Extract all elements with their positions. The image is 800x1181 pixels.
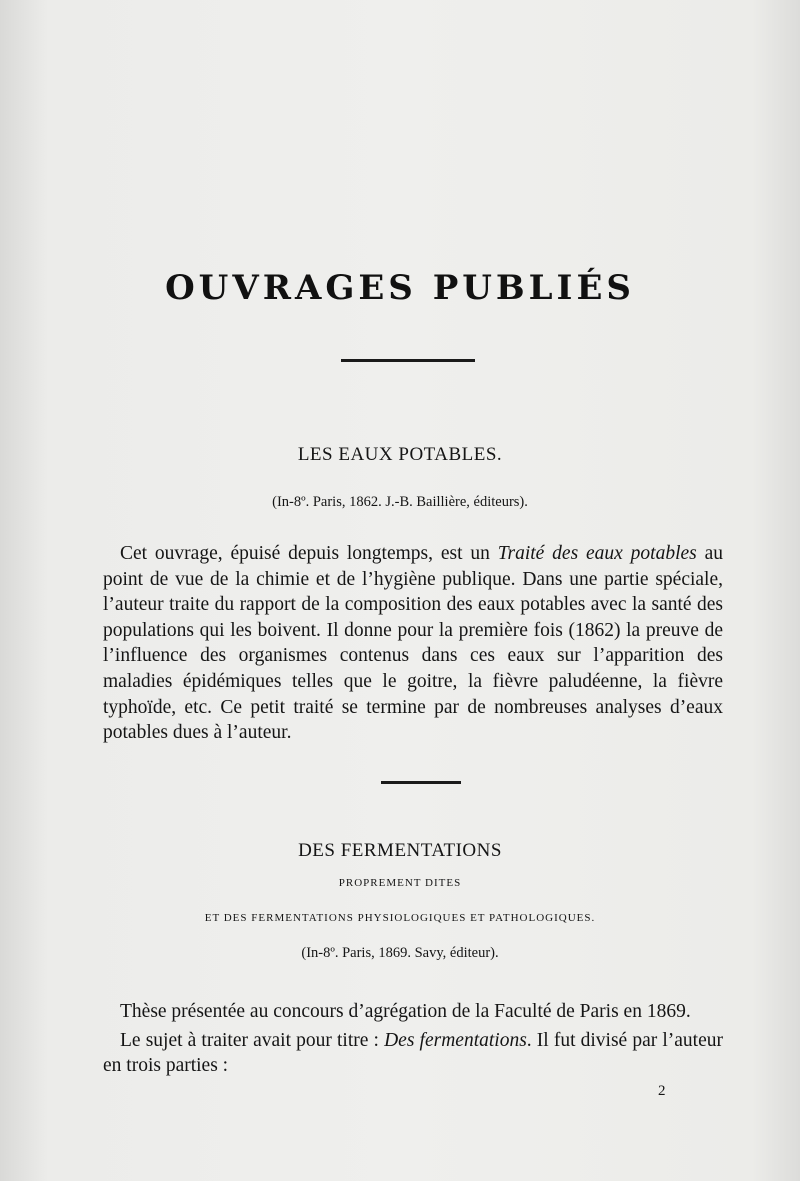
section-imprint-eaux-potables: (In-8º. Paris, 1862. J.-B. Baillière, éditeurs). [272,494,528,510]
text-run: . Il fut divisé par l’auteur en trois parties : [103,1029,723,1077]
italic-title: Des fermentations [384,1029,527,1051]
title-divider [341,359,475,362]
section-subheading: ET DES FERMENTATIONS PHYSIOLOGIQUES ET PATHOLOGIQUES. [204,912,596,924]
paragraph: Thèse présentée au concours d’agrégation de la Faculté de Paris en 1869. [120,1001,691,1022]
section-heading-eaux-potables: LES EAUX POTABLES. [297,444,503,465]
text-run: Le sujet à traiter avait pour titre : [120,1029,385,1051]
section-heading-fermentations: DES FERMENTATIONS [298,840,502,861]
page-number: 2 [658,1083,666,1099]
paragraph [103,541,723,746]
text-run: au point de vue de la chimie et de l’hygiène publique. Dans une partie spéciale, l’auteur traite du rapport de la composition des eaux potables avec la santé des populations qui les boivent. Il donne pour la première fois (1862) la preuve de l’influence des organismes contenus dans ces eaux sur l’apparition des maladies épidémiques telles que le goitre, la fièvre paludéenne, la fièvre typhoïde, etc. Ce petit traité se termine par de nombreuses analyses d’eaux potables dues à l’auteur. [103,543,724,744]
text-run: Cet ouvrage, épuisé depuis longtemps, est un [120,543,498,564]
section-imprint-fermentations: (In-8º. Paris, 1869. Savy, éditeur). [301,945,499,961]
section-divider [381,781,461,784]
section-subheading: PROPREMENT DITES [338,877,462,889]
section-body-eaux-potables [103,541,723,746]
page-title: OUVRAGES PUBLIÉS [165,268,635,308]
paragraph [103,1028,723,1079]
italic-title: Traité des eaux potables [497,543,697,564]
section-body-fermentations [103,999,723,1079]
